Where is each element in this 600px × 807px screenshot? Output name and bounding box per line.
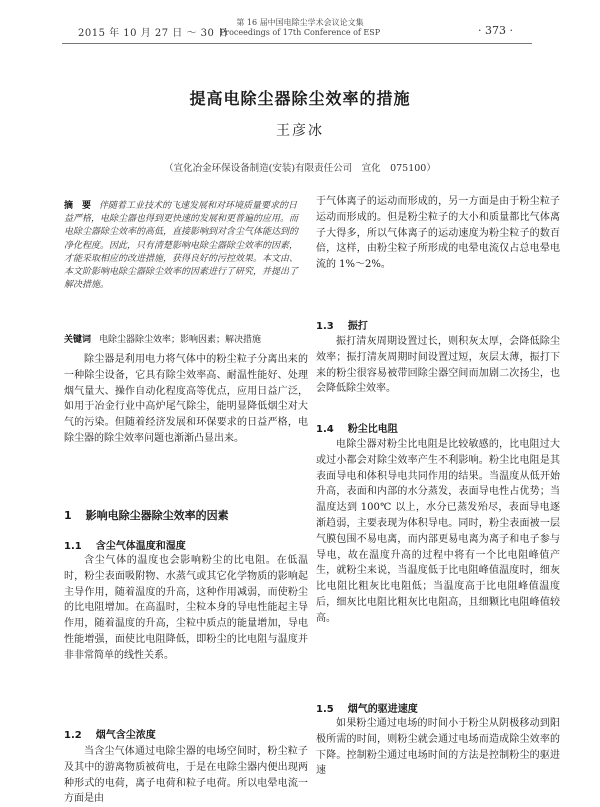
section-1-2-paragraph-continued: 于气体离子的运动而形成的，另一方面是由于粉尘粒子运动而形成的。但是粉尘粒子的大小和质量都比气体离子大得多，所以气体离子的运动速度为粉尘粒子的数百倍，这样，由粉尘粒子所形成的电晕电流仅占总电晕电流的 1%～2%。 — [316, 196, 560, 271]
section-1-4-title: 粉尘比电阻 — [347, 424, 398, 435]
section-1-5-paragraph: 如果粉尘通过电场的时间小于粉尘从阴极移动到阳极所需的时间，则粉尘就会通过电场而造成除尘效率的下降。控制粉尘通过电场时间的方法是控制粉尘的驱进速 — [316, 718, 560, 777]
header-conference — [200, 18, 400, 38]
section-1-2-heading — [64, 726, 308, 741]
affiliation: （宣化冶金环保设备制造(安装)有限责任公司 宣化 075100） — [164, 163, 436, 174]
page-number: · 373 · — [478, 24, 513, 37]
header-rule — [62, 43, 532, 44]
section-1-4-heading — [316, 420, 560, 435]
abstract-label: 摘 要 — [64, 201, 92, 211]
section-1-5-title: 烟气的驱进速度 — [347, 704, 418, 715]
keywords — [64, 334, 308, 347]
section-1-3-paragraph: 振打清灰周期设置过长，则积灰太厚，会降低除尘效率；振打清灰周期时间设置过短，灰层太薄，振打下来的粉尘很容易被带回除尘器空间而加剧二次扬尘，也会降低除尘效率。 — [316, 336, 560, 395]
paper-title: 提高电除尘器除尘效率的措施 — [189, 89, 411, 108]
section-1-4-paragraph: 电除尘器对粉尘比电阻是比较敏感的，比电阻过大或过小都会对除尘效率产生不利影响。粉尘比电阻是其表面导电和体积导电共同作用的结果。当温度从低开始升高，表面和内部的水分蒸发，表面导电性占优势；当温度达到 100℃ 以上，水分已蒸发殆尽，表面导电逐渐趋弱，主要表现为体积导电。同时，粉尘表面被一层气膜包围不易电离，而内部更易电离为离子和电子参与导电，故在温度升高的过程中将有一个比电阻峰值产生，就粉尘来说，当温度低于比电阻峰值温度时，细灰比电阻比粗灰比电阻低；当温度高于比电阻峰值温度后，细灰比电阻比粗灰比电阻高，且细颗比电阻峰值较高。 — [316, 439, 560, 624]
abstract-text: 伴随着工业技术的飞速发展和对环境质量要求的日益严格，电除尘器也得到更快速的发展和更普遍的应用。而电除尘器除尘效率的高低，直接影响到对含尘气体能达到的净化程度。因此，只有清楚影响电除尘器除尘效率的因素，才能采取相应的改进措施，获得良好的污控效果。本文由、本文阶影响电除尘器除尘效率的因素进行了研究，并提出了解决措施。 — [64, 201, 299, 291]
header-date: 2015 年 10 月 27 日 ～ 30 日 — [78, 28, 229, 39]
section-1-5-heading — [316, 700, 560, 715]
keywords-label: 关键词 — [64, 335, 92, 345]
section-1-2-num: 1.2 — [64, 730, 82, 741]
section-1-num: 1 — [64, 509, 72, 522]
section-1-1-heading — [64, 537, 308, 552]
header-conference-cn: 第 16 届中国电除尘学术会议论文集 — [236, 18, 364, 27]
section-1-5-num: 1.5 — [316, 704, 334, 715]
section-1-1-num: 1.1 — [64, 541, 82, 552]
page-header — [0, 0, 600, 50]
section-1-1-title: 含尘气体温度和湿度 — [95, 541, 186, 552]
section-1-3-title: 振打 — [347, 321, 368, 332]
author: 王彦冰 — [276, 123, 324, 139]
section-1-3-heading — [316, 317, 560, 332]
section-1-2-paragraph: 当含尘气体通过电除尘器的电场空间时，粉尘粒子及其中的游离物质被荷电，于是在电除尘器内便出现两种形式的电荷，离子电荷和粒子电荷。所以电晕电流一方面是由 — [64, 746, 308, 805]
section-1-title: 影响电除尘器除尘效率的因素 — [85, 509, 229, 522]
section-1-4-num: 1.4 — [316, 424, 334, 435]
intro-paragraph: 除尘器是利用电力将气体中的粉尘粒子分离出来的一种除尘设备，它具有除尘效率高、耐温性能好、处理烟气量大、操作自动化程度高等优点，应用日益广泛，如用于冶金行业中高炉尾气除尘，能明显降低烟尘对大气的污染。但随着经济发展和环保要求的日益严格，电除尘器的除尘效率问题也渐渐凸显出来。 — [64, 354, 308, 444]
keywords-text: 电除尘器除尘效率；影响因素；解决措施 — [99, 335, 262, 345]
abstract — [64, 200, 302, 292]
section-1-heading — [64, 507, 308, 523]
section-1-1-paragraph: 含尘气体的温度也会影响粉尘的比电阻。在低温时，粉尘表面吸附物、水蒸气或其它化学物质的影响起主导作用，随着温度的升高，这种作用减弱，而使粉尘的比电阻增加。在高温时，尘粒本身的导电性能起主导作用，随着温度的升高，尘粒中质点的能量增加，导电性能增强，面使比电阻降低，即粉尘的比电阻与温度并非非常简单的线性关系。 — [64, 555, 308, 661]
section-1-3-num: 1.3 — [316, 321, 334, 332]
section-1-2-title: 烟气含尘浓度 — [95, 730, 156, 741]
header-conference-en: Proceedings of 17th Conference of ESP — [219, 28, 381, 37]
